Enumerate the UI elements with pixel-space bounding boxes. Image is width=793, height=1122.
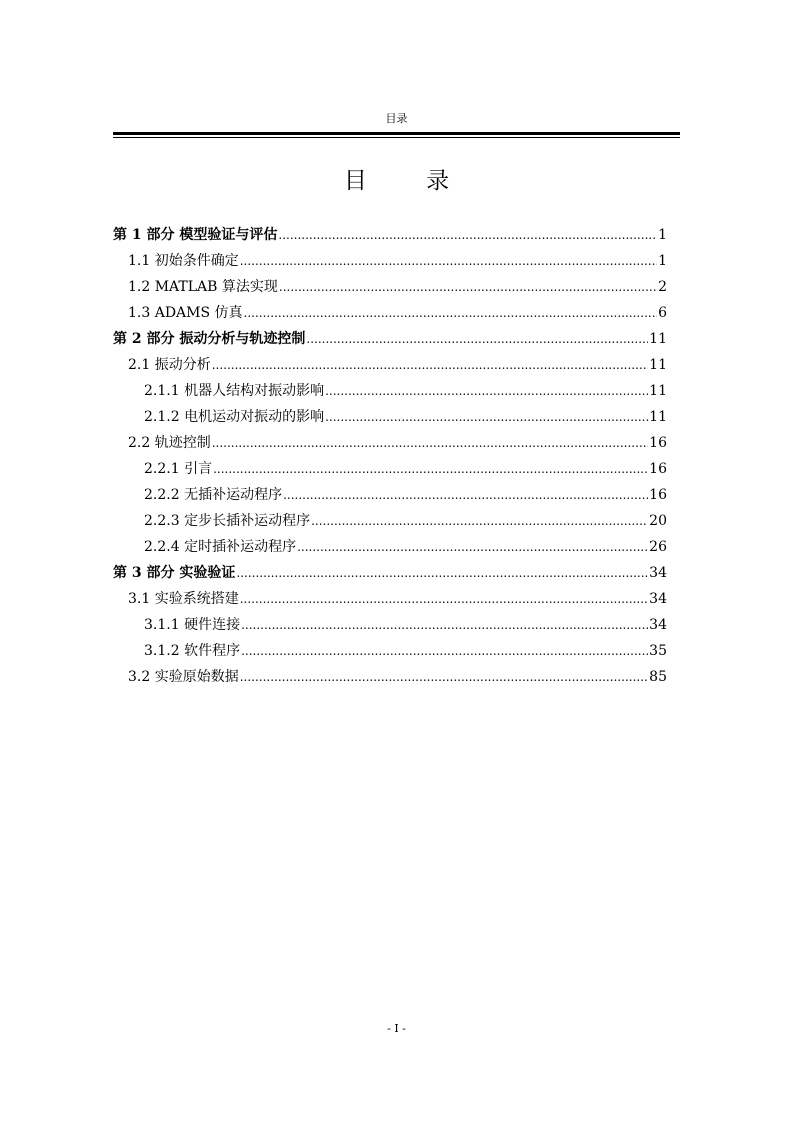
toc-entry-label: 2.1.1 机器人结构对振动影响	[144, 383, 325, 399]
toc-leader-dots	[325, 378, 648, 404]
toc-entry[interactable]	[113, 378, 667, 404]
toc-entry-page: 16	[649, 461, 667, 477]
toc-entry-label: 2.2.4 定时插补运动程序	[144, 539, 297, 555]
toc-entry[interactable]	[113, 612, 667, 638]
toc-leader-dots	[241, 638, 648, 664]
toc-entry[interactable]	[113, 274, 667, 300]
toc-entry-page: 16	[649, 487, 667, 503]
toc-entry[interactable]	[113, 586, 667, 612]
toc-entry-page: 34	[649, 617, 667, 633]
toc-leader-dots	[236, 560, 648, 586]
toc-leader-dots	[244, 300, 658, 326]
toc-entry-page: 11	[649, 409, 667, 425]
toc-entry[interactable]	[113, 404, 667, 430]
toc-entry[interactable]	[113, 352, 667, 378]
toc-entry-label: 1.3 ADAMS 仿真	[128, 305, 243, 321]
toc-entry[interactable]	[113, 638, 667, 664]
toc-leader-dots	[240, 586, 648, 612]
toc-entry-page: 11	[649, 357, 667, 373]
toc-entry-label: 2.2.1 引言	[144, 461, 213, 477]
toc-entry[interactable]	[113, 534, 667, 560]
toc-entry-page: 34	[649, 591, 667, 607]
toc-leader-dots	[311, 508, 648, 534]
table-of-contents	[113, 222, 667, 690]
toc-entry[interactable]	[113, 430, 667, 456]
toc-leader-dots	[297, 534, 648, 560]
toc-entry-page: 6	[658, 305, 667, 321]
toc-leader-dots	[325, 404, 648, 430]
toc-entry-page: 1	[658, 227, 667, 243]
toc-entry[interactable]	[113, 664, 667, 690]
toc-leader-dots	[283, 482, 648, 508]
toc-entry-label: 3.1 实验系统搭建	[128, 591, 239, 607]
toc-entry-label: 2.2.2 无插补运动程序	[144, 487, 283, 503]
toc-entry-label: 2.1 振动分析	[128, 357, 211, 373]
toc-entry-page: 2	[658, 279, 667, 295]
toc-entry-label: 3.2 实验原始数据	[128, 669, 239, 685]
toc-entry[interactable]	[113, 456, 667, 482]
toc-entry-label: 2.1.2 电机运动对振动的影响	[144, 409, 325, 425]
toc-leader-dots	[212, 352, 648, 378]
toc-entry[interactable]	[113, 482, 667, 508]
toc-leader-dots	[241, 612, 648, 638]
toc-entry-page: 11	[649, 331, 667, 347]
toc-entry[interactable]	[113, 326, 667, 352]
toc-title: 目 录	[343, 168, 476, 194]
header-rule-thin	[113, 137, 680, 138]
toc-entry[interactable]	[113, 508, 667, 534]
toc-entry-label: 第 2 部分 振动分析与轨迹控制	[113, 331, 306, 347]
toc-leader-dots	[306, 326, 648, 352]
page-number: - I -	[387, 1022, 406, 1035]
toc-entry-label: 第 3 部分 实验验证	[113, 565, 236, 581]
toc-leader-dots	[279, 274, 657, 300]
toc-entry-page: 16	[649, 435, 667, 451]
toc-entry-label: 3.1.2 软件程序	[144, 643, 241, 659]
toc-entry[interactable]	[113, 248, 667, 274]
header-rule-thick	[113, 132, 680, 135]
toc-leader-dots	[240, 248, 657, 274]
toc-entry-page: 11	[649, 383, 667, 399]
toc-leader-dots	[212, 430, 648, 456]
toc-entry[interactable]	[113, 300, 667, 326]
toc-entry-label: 1.1 初始条件确定	[128, 253, 239, 269]
toc-entry-label: 第 1 部分 模型验证与评估	[113, 227, 278, 243]
toc-entry-page: 20	[649, 513, 667, 529]
toc-entry-page: 34	[649, 565, 667, 581]
running-header: 目录	[385, 112, 408, 125]
toc-entry-page: 35	[649, 643, 667, 659]
toc-leader-dots	[240, 664, 648, 690]
toc-entry[interactable]	[113, 560, 667, 586]
toc-entry-label: 2.2 轨迹控制	[128, 435, 211, 451]
toc-entry-page: 85	[649, 669, 667, 685]
toc-leader-dots	[213, 456, 648, 482]
toc-entry-label: 3.1.1 硬件连接	[144, 617, 241, 633]
toc-entry-page: 26	[649, 539, 667, 555]
toc-entry-label: 2.2.3 定步长插补运动程序	[144, 513, 311, 529]
toc-entry-page: 1	[658, 253, 667, 269]
toc-leader-dots	[278, 222, 657, 248]
toc-entry-label: 1.2 MATLAB 算法实现	[128, 279, 278, 295]
toc-entry[interactable]	[113, 222, 667, 248]
